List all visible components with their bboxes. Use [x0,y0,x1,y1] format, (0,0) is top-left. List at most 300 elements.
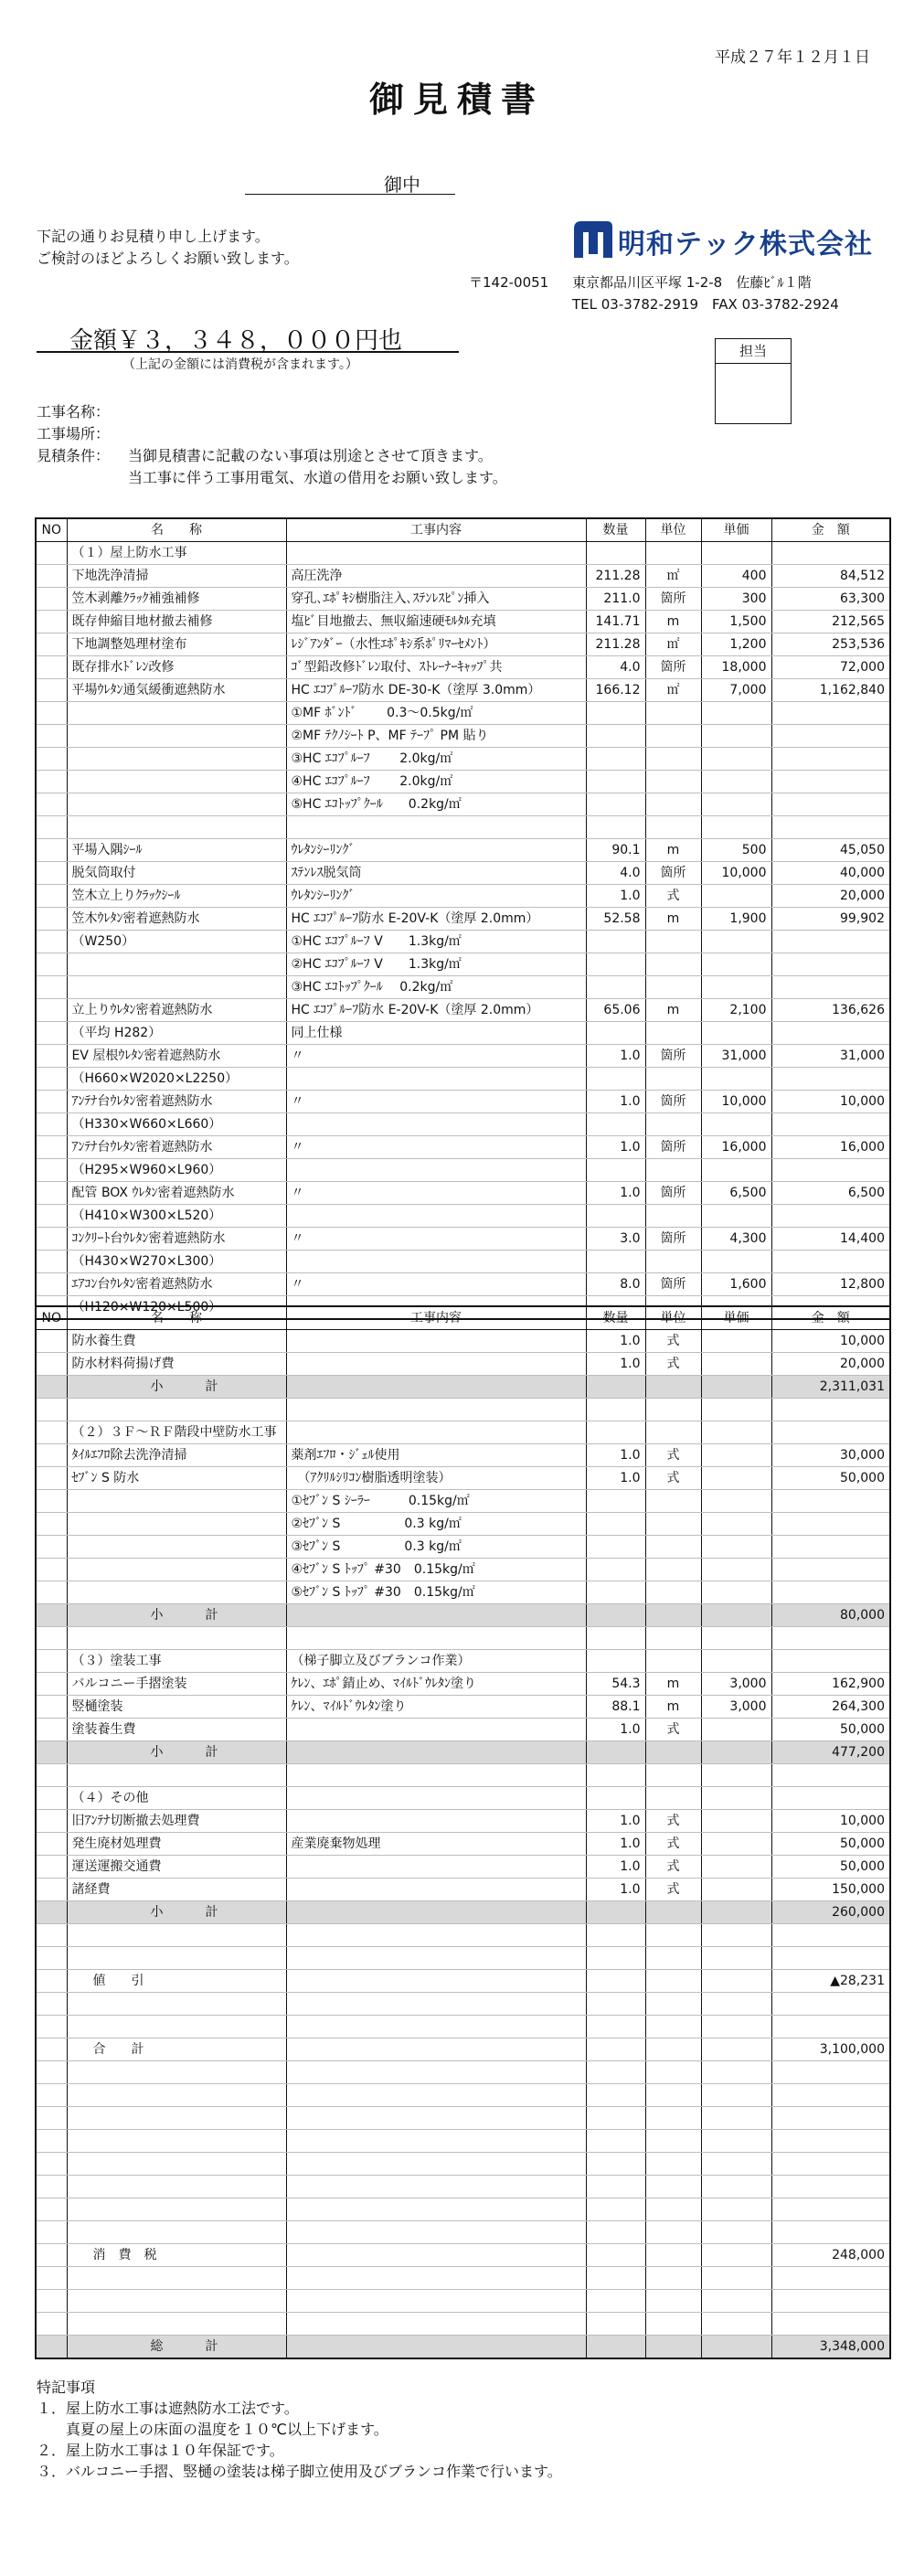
table-row [36,1536,890,1559]
cell-qty [586,816,645,839]
cell-unit: 式 [645,1810,701,1833]
table-row [36,565,890,588]
cell-amount [771,2267,890,2290]
cell-no [36,1182,67,1205]
cell-qty: 141.71 [586,611,645,633]
cell-price [701,1993,771,2016]
cell-no [36,633,67,656]
cell-unit [645,725,701,748]
cell-qty [586,931,645,953]
cell-price [701,2336,771,2359]
cell-content: ｹﾚﾝ、ﾏｲﾙﾄﾞｳﾚﾀﾝ塗り [286,1696,586,1719]
cell-unit: m [645,1696,701,1719]
cell-price [701,1513,771,1536]
cell-name [67,725,286,748]
cell-name [67,748,286,771]
cell-price [701,1205,771,1228]
cell-amount [771,725,890,748]
cell-content [286,1993,586,2016]
table-row [36,1696,890,1719]
cell-qty [586,2061,645,2084]
cell-unit: 箇所 [645,1228,701,1251]
cell-price [701,1856,771,1879]
cell-unit: m [645,1673,701,1696]
cell-no [36,1810,67,1833]
cell-name [67,1490,286,1513]
cell-price [701,2107,771,2130]
cell-amount: 20,000 [771,1353,890,1376]
cell-content [286,2267,586,2290]
cell-no [36,2198,67,2221]
cell-amount: 50,000 [771,1833,890,1856]
cell-price [701,976,771,999]
cell-qty: 1.0 [586,1810,645,1833]
cell-price [701,1627,771,1650]
cell-price [701,542,771,565]
cell-unit [645,1159,701,1182]
cell-price: 31,000 [701,1045,771,1068]
header-unit: 単位 [645,518,701,542]
cell-amount [771,1421,890,1444]
cell-unit [645,976,701,999]
cell-content: 〃 [286,1091,586,1113]
cell-amount [771,748,890,771]
cell-no [36,1673,67,1696]
cell-content: ⑤HC ｴｺﾄｯﾌﾟｸｰﾙ 0.2kg/㎡ [286,793,586,816]
cell-no [36,2016,67,2038]
note-item: ２．屋上防水工事は１０年保証です。 [37,2442,284,2459]
table-row [36,611,890,633]
cell-amount: 6,500 [771,1182,890,1205]
cell-name: EV 屋根ｳﾚﾀﾝ密着遮熱防水 [67,1045,286,1068]
cell-name [67,771,286,793]
cell-qty: 211.28 [586,633,645,656]
table-row [36,1159,890,1182]
cell-unit [645,2267,701,2290]
cell-no [36,1696,67,1719]
cell-name: バルコニー手摺塗装 [67,1673,286,1696]
cell-no [36,862,67,885]
cell-amount: 50,000 [771,1467,890,1490]
cell-unit [645,1559,701,1581]
stamp-box [715,363,792,424]
cell-no [36,2061,67,2084]
cell-name: 竪樋塗装 [67,1696,286,1719]
table-row [36,1993,890,2016]
cell-amount [771,1993,890,2016]
cell-no [36,999,67,1022]
cell-qty: 211.28 [586,565,645,588]
cell-content [286,1856,586,1879]
notes-heading: 特記事項 [37,2379,96,2396]
cell-no [36,1741,67,1764]
cell-qty [586,1251,645,1273]
table-row [36,839,890,862]
cell-price: 1,200 [701,633,771,656]
table-row [36,2198,890,2221]
cell-price [701,1467,771,1490]
cell-amount: 50,000 [771,1719,890,1741]
company-address: 東京都品川区平塚 1-2-8 佐藤ﾋﾞﾙ１階 [572,274,812,291]
table-row [36,1136,890,1159]
cell-amount: 3,100,000 [771,2038,890,2061]
cell-amount: 3,348,000 [771,2336,890,2359]
cell-price [701,1604,771,1627]
header-amount: 金 額 [771,1306,890,1330]
cell-qty [586,793,645,816]
table-row [36,2176,890,2198]
cell-qty [586,1068,645,1091]
cell-name [67,2130,286,2153]
cell-unit [645,1421,701,1444]
cell-price [701,2198,771,2221]
cell-price [701,2176,771,2198]
cell-unit [645,1650,701,1673]
cell-content: 高圧洗浄 [286,565,586,588]
cell-no [36,1113,67,1136]
cell-qty [586,1159,645,1182]
cell-amount: 136,626 [771,999,890,1022]
summary-row [36,2038,890,2061]
cell-content [286,2016,586,2038]
cell-no [36,1947,67,1970]
cell-price [701,1764,771,1787]
cell-amount: ▲28,231 [771,1970,890,1993]
cell-unit: 箇所 [645,588,701,611]
cell-no [36,2290,67,2313]
cell-content: ③ｾﾌﾞﾝ S 0.3 kg/㎡ [286,1536,586,1559]
table-row [36,2016,890,2038]
cell-qty [586,1764,645,1787]
subtotal-row [36,1376,890,1399]
cell-no [36,885,67,908]
cell-no [36,1353,67,1376]
cell-unit [645,1113,701,1136]
cell-name: 発生廃材処理費 [67,1833,286,1856]
cell-qty: 1.0 [586,1879,645,1901]
cell-unit: ㎡ [645,679,701,702]
cell-name [67,2267,286,2290]
company-tel-fax: TEL 03-3782-2919 FAX 03-3782-2924 [572,296,839,313]
cell-unit: m [645,999,701,1022]
cell-no [36,1159,67,1182]
cell-name [67,1764,286,1787]
cell-name [67,1399,286,1421]
cell-price: 1,900 [701,908,771,931]
cell-amount [771,1559,890,1581]
cell-content: HC ｴｺﾌﾟﾙｰﾌ防水 E-20V-K（塗厚 2.0mm） [286,908,586,931]
special-notes [37,2377,562,2482]
cell-price: 10,000 [701,1091,771,1113]
cell-name: 既存排水ﾄﾞﾚﾝ改修 [67,656,286,679]
cell-no [36,1993,67,2016]
estimate-date: 平成２７年１２月１日 [715,48,870,67]
cell-content: 〃 [286,1136,586,1159]
cell-no [36,1136,67,1159]
cell-qty [586,2313,645,2336]
cell-name [67,2084,286,2107]
recipient-suffix: 御中 [384,174,420,196]
header-amount: 金 額 [771,518,890,542]
table-row [36,702,890,725]
cell-content: ｹﾚﾝ、ｴﾎﾟ錆止め、ﾏｲﾙﾄﾞｳﾚﾀﾝ塗り [286,1673,586,1696]
cell-unit [645,931,701,953]
cell-amount: 10,000 [771,1810,890,1833]
cell-qty: 90.1 [586,839,645,862]
cell-unit: 箇所 [645,1045,701,1068]
cell-unit [645,953,701,976]
cell-unit [645,2198,701,2221]
cell-amount [771,1068,890,1091]
table-row [36,1399,890,1421]
cell-amount: 40,000 [771,862,890,885]
cell-name: 平場入隅ｼｰﾙ [67,839,286,862]
note-item: 真夏の屋上の床面の温度を１０℃以上下げます。 [37,2421,388,2438]
cell-unit [645,2061,701,2084]
table-row [36,2130,890,2153]
cell-content: 産業廃棄物処理 [286,1833,586,1856]
cell-price: 500 [701,839,771,862]
cell-name: 総 計 [67,2336,286,2359]
company-postal: 〒142-0051 [469,274,549,291]
company-name: 明和テック株式会社 [618,229,873,261]
cell-price: 3,000 [701,1696,771,1719]
cell-unit [645,1787,701,1810]
cell-no [36,1604,67,1627]
cell-qty: 4.0 [586,862,645,885]
cell-qty [586,1581,645,1604]
cell-content: ④ｾﾌﾞﾝ S ﾄｯﾌﾟ #30 0.15kg/㎡ [286,1559,586,1581]
cell-name: ｱﾝﾃﾅ台ｳﾚﾀﾝ密着遮熱防水 [67,1091,286,1113]
table-row [36,885,890,908]
cell-price [701,771,771,793]
cell-no [36,1330,67,1353]
cell-content: （ｱｸﾘﾙｼﾘｺﾝ樹脂透明塗装） [286,1467,586,1490]
cell-unit [645,793,701,816]
table-row [36,999,890,1022]
cell-qty [586,1970,645,1993]
cell-qty [586,771,645,793]
cell-amount [771,976,890,999]
cell-unit: 式 [645,1719,701,1741]
cell-content [286,1947,586,1970]
cell-content [286,2153,586,2176]
cell-unit [645,1993,701,2016]
estimate-table-1 [35,517,891,1320]
cell-no [36,2130,67,2153]
cell-name [67,2290,286,2313]
cell-no [36,1205,67,1228]
cell-amount [771,2176,890,2198]
cell-content: 〃 [286,1182,586,1205]
cell-qty: 65.06 [586,999,645,1022]
cell-price [701,1444,771,1467]
cell-qty [586,1113,645,1136]
cell-price [701,2038,771,2061]
cell-name [67,2221,286,2244]
cell-amount [771,2107,890,2130]
cell-unit [645,2130,701,2153]
cell-no [36,1856,67,1879]
cell-name [67,1947,286,1970]
cell-name: （３）塗装工事 [67,1650,286,1673]
cell-price [701,2016,771,2038]
cell-unit: 式 [645,1879,701,1901]
cell-unit [645,1581,701,1604]
cell-price [701,1251,771,1273]
header-no: NO [36,518,67,542]
cell-name: 平場ｳﾚﾀﾝ通気緩衝遮熱防水 [67,679,286,702]
cell-amount [771,2153,890,2176]
cell-name: （平均 H282） [67,1022,286,1045]
cell-price [701,1022,771,1045]
cell-no [36,1444,67,1467]
table-row [36,1490,890,1513]
cell-price [701,1536,771,1559]
cell-unit: 式 [645,885,701,908]
table-row [36,1719,890,1741]
header-qty: 数量 [586,518,645,542]
company-logo [570,218,881,263]
cell-content [286,1970,586,1993]
cell-name [67,793,286,816]
cell-no [36,679,67,702]
cell-qty: 1.0 [586,1182,645,1205]
work-place-label: 工事場所： [37,425,111,442]
cell-unit [645,2313,701,2336]
cell-no [36,839,67,862]
cell-name: 既存伸縮目地材撤去補修 [67,611,286,633]
cell-no [36,1581,67,1604]
cell-qty [586,1490,645,1513]
cell-content: 穿孔､ｴﾎﾟｷｼ樹脂注入､ｽﾃﾝﾚｽﾋﾟﾝ挿入 [286,588,586,611]
cell-content [286,1330,586,1353]
cell-unit [645,2336,701,2359]
cell-no [36,588,67,611]
cell-content [286,2313,586,2336]
cell-no [36,656,67,679]
cell-amount [771,931,890,953]
cell-content [286,1810,586,1833]
header-price: 単価 [701,518,771,542]
cell-no [36,1091,67,1113]
cell-name [67,702,286,725]
cell-unit [645,1627,701,1650]
cell-no [36,953,67,976]
cell-unit: 箇所 [645,1273,701,1296]
cell-no [36,1833,67,1856]
cell-price: 7,000 [701,679,771,702]
table-row [36,679,890,702]
cell-amount: 10,000 [771,1330,890,1353]
cell-name [67,2107,286,2130]
cell-unit [645,1947,701,1970]
cell-name: 合 計 [67,2038,286,2061]
cell-qty: 211.0 [586,588,645,611]
cell-price [701,2313,771,2336]
cell-no [36,2176,67,2198]
header-price: 単価 [701,1306,771,1330]
cell-no [36,1228,67,1251]
cell-unit [645,2153,701,2176]
table-row [36,1947,890,1970]
amount-underline [37,351,459,353]
cell-amount: 80,000 [771,1604,890,1627]
cell-qty [586,1741,645,1764]
cell-name: 配管 BOX ｳﾚﾀﾝ密着遮熱防水 [67,1182,286,1205]
cell-price: 4,300 [701,1228,771,1251]
cell-price: 3,000 [701,1673,771,1696]
cell-name: 下地洗浄清掃 [67,565,286,588]
cell-content [286,1604,586,1627]
table-row [36,771,890,793]
header-qty: 数量 [586,1306,645,1330]
cell-content: ｽﾃﾝﾚｽ脱気筒 [286,862,586,885]
cell-content [286,1627,586,1650]
cell-amount: 150,000 [771,1879,890,1901]
cell-amount: 31,000 [771,1045,890,1068]
cell-content: ③HC ｴｺﾌﾟﾙｰﾌ 2.0kg/㎡ [286,748,586,771]
cell-name [67,2153,286,2176]
cell-price: 1,500 [701,611,771,633]
cell-content [286,1719,586,1741]
cell-content: ②ｾﾌﾞﾝ S 0.3 kg/㎡ [286,1513,586,1536]
cell-name: 脱気筒取付 [67,862,286,885]
cell-unit [645,2084,701,2107]
cell-name: （H660×W2020×L2250） [67,1068,286,1091]
cell-name [67,1581,286,1604]
cell-no [36,611,67,633]
cell-no [36,1787,67,1810]
cell-price [701,2244,771,2267]
cell-amount: 264,300 [771,1696,890,1719]
cell-amount: 14,400 [771,1228,890,1251]
cell-price [701,1581,771,1604]
table-row [36,1924,890,1947]
cell-name [67,953,286,976]
cell-no [36,1764,67,1787]
cell-content [286,2130,586,2153]
cell-name [67,2198,286,2221]
cell-amount [771,1764,890,1787]
cell-qty [586,1901,645,1924]
cell-price [701,1559,771,1581]
cell-unit [645,1068,701,1091]
cell-name: （H430×W270×L300） [67,1251,286,1273]
cell-unit: 式 [645,1856,701,1879]
estimate-table-2 [35,1305,891,2359]
cell-content [286,2038,586,2061]
table-header-row [36,1306,890,1330]
table-row [36,2153,890,2176]
cell-price [701,725,771,748]
cell-name: 笠木ｳﾚﾀﾝ密着遮熱防水 [67,908,286,931]
cell-price: 2,100 [701,999,771,1022]
cell-price [701,1741,771,1764]
cell-amount: 477,200 [771,1741,890,1764]
table-row [36,1856,890,1879]
cell-no [36,2267,67,2290]
cell-unit [645,771,701,793]
cell-amount [771,2016,890,2038]
table-row [36,1879,890,1901]
cell-name: （２）３Ｆ～ＲＦ階段中壁防水工事 [67,1421,286,1444]
cell-unit [645,1924,701,1947]
cell-qty [586,1376,645,1399]
cell-price: 300 [701,588,771,611]
table-row [36,2221,890,2244]
cell-name [67,1536,286,1559]
